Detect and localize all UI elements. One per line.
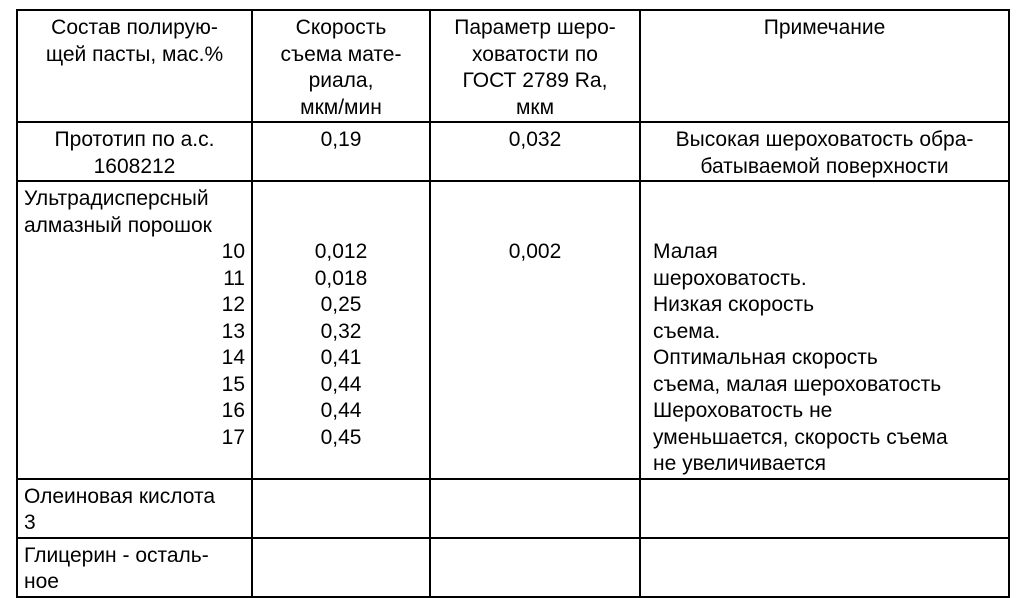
spacer <box>259 186 423 239</box>
powder-roughness-cell <box>430 181 640 479</box>
prototype-speed: 0,19 <box>252 122 430 181</box>
prototype-composition: Прототип по а.с. 1608212 <box>17 122 252 181</box>
powder-amounts: 10 11 12 13 14 15 16 17 <box>221 240 245 449</box>
header-roughness: Параметр шеро- ховатости по ГОСТ 2789 Ra, мкм <box>430 10 640 122</box>
composition-table <box>16 9 1010 598</box>
powder-label: Ультрадисперсный алмазный порошок <box>24 187 212 237</box>
table-row <box>17 538 1009 597</box>
prototype-note: Высокая шероховатость обра- батываемой поверхности <box>640 122 1009 181</box>
table-row <box>17 479 1009 538</box>
empty-cell <box>640 538 1009 597</box>
powder-speed-cell <box>252 181 430 479</box>
powder-notes: Малая шероховатость. Низкая скорость съема. Оптимальная скорость съема, малая шероховатость Шероховатость не уменьшается, скорость съема не увеличивается <box>653 240 948 475</box>
header-composition: Состав полирую- щей пасты, мас.% <box>17 10 252 122</box>
empty-cell <box>640 479 1009 538</box>
empty-cell <box>430 538 640 597</box>
header-row <box>17 10 1009 122</box>
spacer <box>437 186 633 239</box>
powder-roughness: 0,002 <box>508 240 562 263</box>
powder-composition-cell <box>17 181 252 479</box>
header-speed: Скорость съема мате- риала, мкм/мин <box>252 10 430 122</box>
powder-speeds: 0,012 0,018 0,25 0,32 0,41 0,44 0,44 0,45 <box>314 240 368 449</box>
powder-notes-cell <box>640 181 1009 479</box>
table-row <box>17 122 1009 181</box>
empty-cell <box>252 538 430 597</box>
spacer <box>647 186 1002 239</box>
prototype-roughness: 0,032 <box>430 122 640 181</box>
oleic-composition: Олеиновая кислота 3 <box>17 479 252 538</box>
glycerin-composition: Глицерин - осталь- ное <box>17 538 252 597</box>
header-note: Примечание <box>640 10 1009 122</box>
empty-cell <box>252 479 430 538</box>
empty-cell <box>430 479 640 538</box>
table-row <box>17 181 1009 479</box>
